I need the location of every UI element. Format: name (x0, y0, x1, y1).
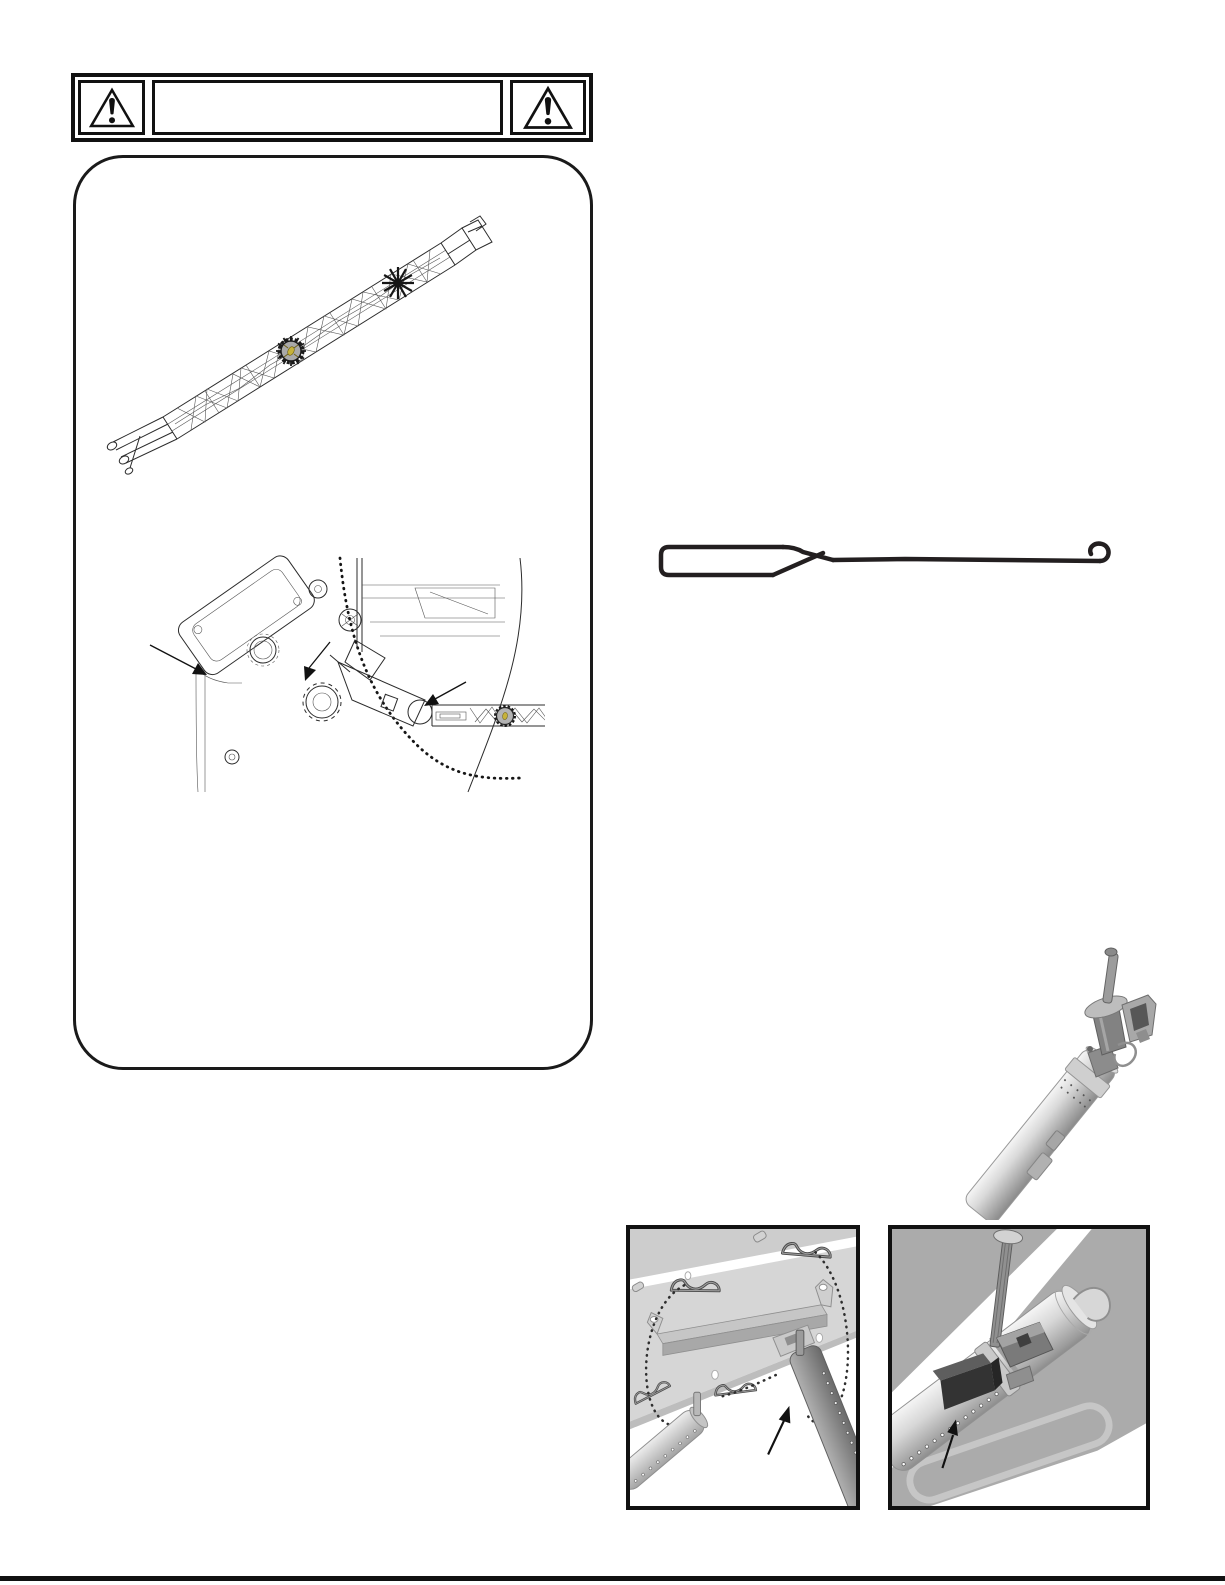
burner-tube-with-valve-illustration (940, 925, 1225, 1220)
burner-venturi-tube-with-spider-webs-illustration (95, 215, 505, 480)
warning-triangle-icon (89, 86, 135, 130)
gas-valve-assembly (1082, 948, 1156, 1077)
warning-banner (71, 73, 593, 142)
burner-electrode-and-bracket-installation-illustration (888, 1225, 1150, 1510)
warning-triangle-icon (78, 80, 145, 135)
warning-text-box (152, 80, 503, 135)
hairpin-install-scene (630, 1229, 856, 1506)
control-panel-bracket (175, 552, 319, 678)
burner-pin (796, 1330, 804, 1355)
burner-pin (694, 1392, 701, 1415)
gas-valve (303, 640, 432, 726)
firebox-panel-lines (196, 558, 522, 792)
valve-and-venturi-spider-web-detail-illustration (145, 545, 545, 800)
burner-hairpin-clip-installation-illustration (626, 1225, 860, 1510)
warning-triangle-icon (510, 80, 586, 135)
pointer-arrows (150, 642, 466, 706)
warning-triangle-icon (523, 84, 573, 132)
pointer-arrow (768, 1406, 790, 1455)
page-footer-rule (0, 1576, 1225, 1581)
electrode-install-scene (892, 1229, 1146, 1506)
venturi-brush-cleaning-tool-illustration (655, 535, 1120, 585)
venturi-tube-with-web (432, 693, 545, 738)
